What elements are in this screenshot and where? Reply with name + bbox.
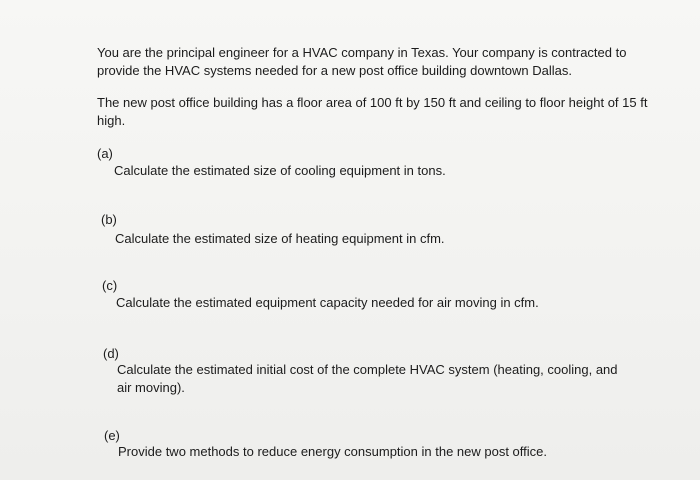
question-d-label: (d) bbox=[103, 346, 119, 361]
question-c-label: (c) bbox=[102, 278, 118, 293]
question-c-text: Calculate the estimated equipment capacity needed for air moving in cfm. bbox=[116, 295, 539, 310]
question-a-label: (a) bbox=[97, 146, 113, 161]
intro-paragraph: You are the principal engineer for a HVAC company in Texas. Your company is contracted to provide the HVAC systems needed for a new post office building downtown Dallas. bbox=[97, 45, 627, 78]
question-b-label: (b) bbox=[101, 212, 117, 227]
question-e-text: Provide two methods to reduce energy consumption in the new post office. bbox=[118, 444, 548, 459]
question-b-text: Calculate the estimated size of heating equipment in cfm. bbox=[115, 231, 445, 246]
building-paragraph: The new post office building has a floor area of 100 ft by 150 ft and ceiling to floor height of 15 ft high. bbox=[97, 95, 648, 128]
question-e-label: (e) bbox=[104, 428, 120, 443]
question-a-text: Calculate the estimated size of cooling equipment in tons. bbox=[114, 163, 446, 178]
question-d-text: Calculate the estimated initial cost of the complete HVAC system (heating, cooling, and air moving). bbox=[117, 362, 618, 395]
